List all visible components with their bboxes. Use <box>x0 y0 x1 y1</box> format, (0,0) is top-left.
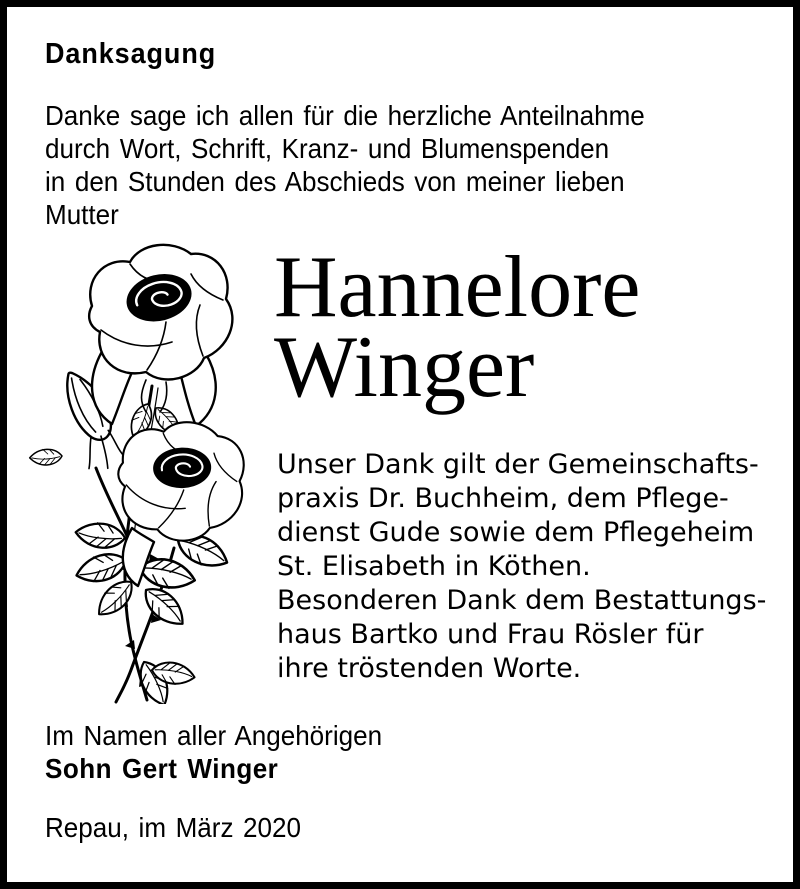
page-title: Danksagung <box>45 38 217 70</box>
intro-line-4: Mutter <box>45 199 119 230</box>
thanks-line-1: Unser Dank gilt der Gemeinschafts- <box>277 449 759 480</box>
intro-line-2: durch Wort, Schrift, Kranz- und Blumenspenden <box>45 133 610 164</box>
thanks-line-2: praxis Dr. Buchheim, dem Pflege- <box>277 483 729 514</box>
deceased-name <box>274 239 641 416</box>
deceased-last-name: Winger <box>274 319 535 416</box>
thanks-line-5: Besonderen Dank dem Bestattungs- <box>277 585 767 616</box>
thanks-line-3: dienst Gude sowie dem Pflegeheim <box>277 517 755 548</box>
intro-paragraph <box>45 99 645 231</box>
thanks-line-7: ihre tröstenden Worte. <box>277 653 582 684</box>
place-date: Repau, im März 2020 <box>45 812 301 843</box>
deceased-first-name: Hannelore <box>274 239 641 336</box>
thanks-line-4: St. Elisabeth in Köthen. <box>277 551 591 582</box>
closing-block <box>45 719 382 785</box>
thanks-line-6: haus Bartko und Frau Rösler für <box>277 619 704 650</box>
thanks-paragraph <box>277 448 766 686</box>
intro-line-3: in den Stunden des Abschieds von meiner lieben <box>45 166 625 197</box>
roses-sketch-illustration <box>28 242 270 704</box>
signatory: Sohn Gert Winger <box>45 753 279 784</box>
intro-line-1: Danke sage ich allen für die herzliche Anteilnahme <box>45 100 645 131</box>
closing-in-name-of: Im Namen aller Angehörigen <box>45 720 383 751</box>
